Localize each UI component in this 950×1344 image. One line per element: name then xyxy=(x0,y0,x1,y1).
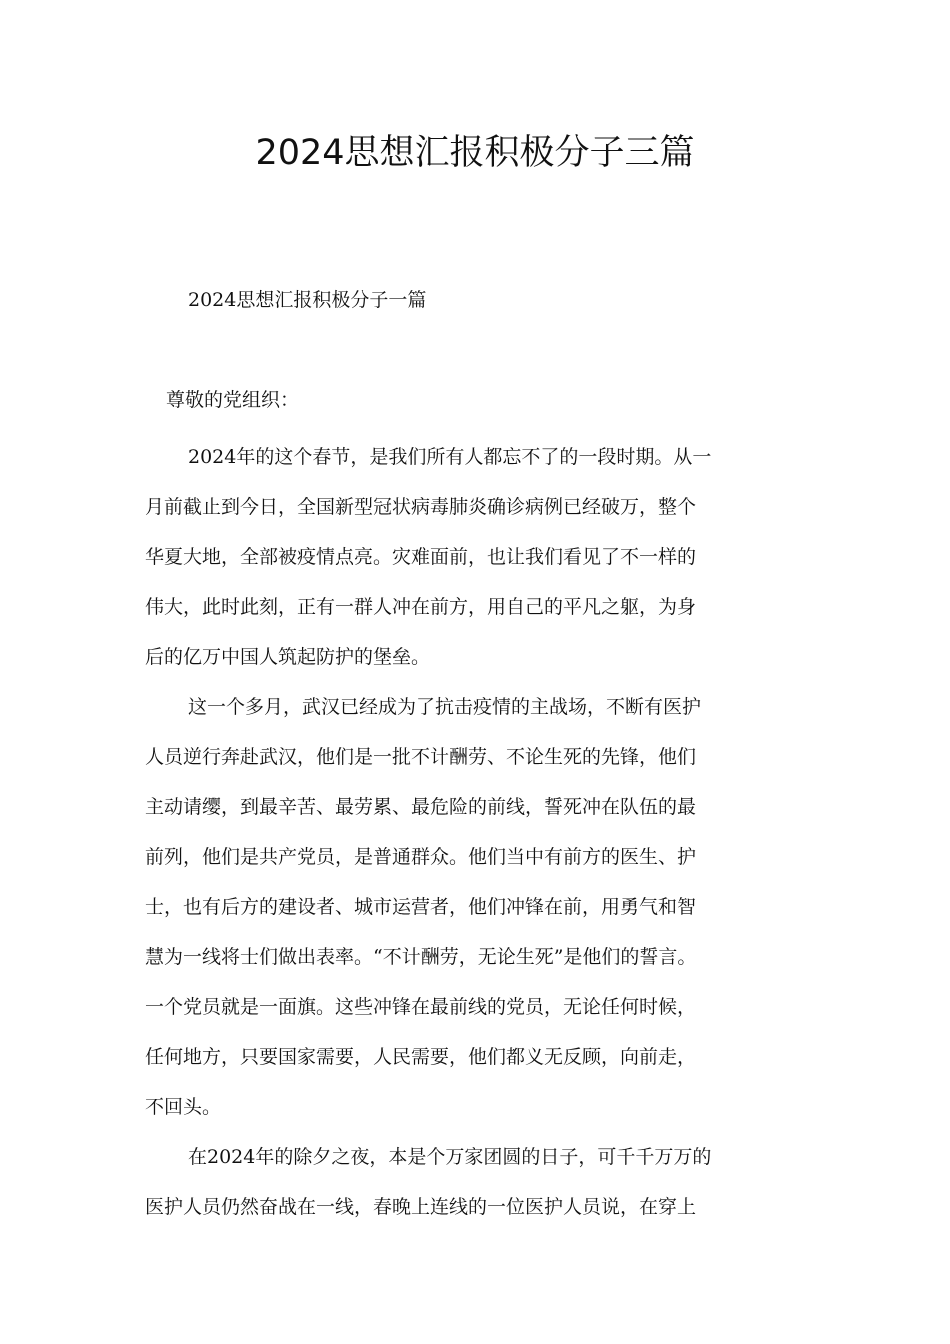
text-line: 2024年的这个春节，是我们所有人都忘不了的一段时期。从一 xyxy=(188,446,712,468)
text-line: 不回头。 xyxy=(145,1096,222,1118)
text-line: 任何地方，只要国家需要，人民需要，他们都义无反顾，向前走， xyxy=(145,1046,697,1068)
text-line: 这一个多月，武汉已经成为了抗击疫情的主战场，不断有医护 xyxy=(188,696,702,718)
text-line: 伟大，此时此刻，正有一群人冲在前方，用自己的平凡之躯，为身 xyxy=(145,596,697,618)
text-line: 一个党员就是一面旗。这些冲锋在最前线的党员，无论任何时候， xyxy=(145,996,697,1018)
salutation: 尊敬的党组织： xyxy=(166,389,300,411)
document-subtitle: 2024思想汇报积极分子一篇 xyxy=(188,289,427,311)
text-line: 前列，他们是共产党员，是普通群众。他们当中有前方的医生、护 xyxy=(145,846,697,868)
text-line: 人员逆行奔赴武汉，他们是一批不计酬劳、不论生死的先锋，他们 xyxy=(145,746,697,768)
paragraph xyxy=(145,682,820,1132)
text-line: 士，也有后方的建设者、城市运营者，他们冲锋在前，用勇气和智 xyxy=(145,896,697,918)
paragraph xyxy=(145,432,820,682)
body-text xyxy=(145,432,820,1232)
text-line: 月前截止到今日，全国新型冠状病毒肺炎确诊病例已经破万，整个 xyxy=(145,496,697,518)
document-title: 2024思想汇报积极分子三篇 xyxy=(255,133,695,173)
paragraph xyxy=(145,1132,820,1232)
text-line: 医护人员仍然奋战在一线，春晚上连线的一位医护人员说，在穿上 xyxy=(145,1196,697,1218)
text-line: 在2024年的除夕之夜，本是个万家团圆的日子，可千千万万的 xyxy=(188,1146,712,1168)
text-line: 华夏大地，全部被疫情点亮。灾难面前，也让我们看见了不一样的 xyxy=(145,546,697,568)
text-line: 慧为一线将士们做出表率。“不计酬劳，无论生死”是他们的誓言。 xyxy=(145,946,697,968)
text-line: 主动请缨，到最辛苦、最劳累、最危险的前线，誓死冲在队伍的最 xyxy=(145,796,697,818)
text-line: 后的亿万中国人筑起防护的堡垒。 xyxy=(145,646,431,668)
